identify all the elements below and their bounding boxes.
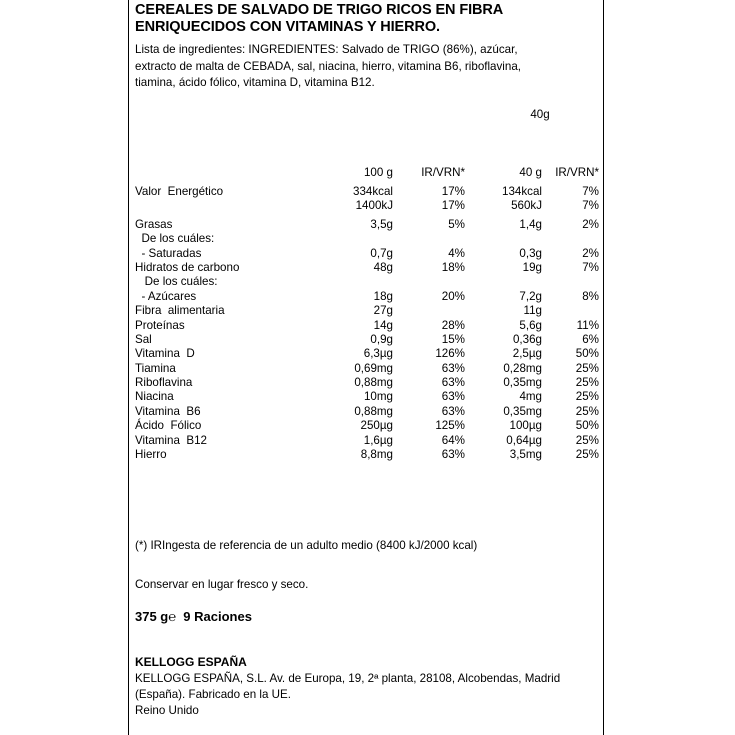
value-100g: 48g	[373, 260, 393, 274]
ir-100g: 18%	[441, 260, 465, 274]
nutrition-row	[135, 434, 599, 448]
ir-100g: 5%	[448, 217, 465, 231]
company-address	[135, 671, 597, 719]
ir-40g: 25%	[575, 361, 599, 375]
title-line-1: CEREALES DE SALVADO DE TRIGO RICOS EN FIBRA	[135, 2, 504, 18]
value-40g: 19g	[522, 260, 542, 274]
address-line-1: KELLOGG ESPAÑA, S.L. Av. de Europa, 19, 2ª planta, 28108, Alcobendas, Madrid	[135, 672, 561, 685]
ir-40g: 25%	[575, 390, 599, 404]
net-quantity	[135, 609, 252, 624]
nutrition-row	[135, 261, 599, 275]
ir-40g: 25%	[575, 404, 599, 418]
ir-100g: 20%	[441, 289, 465, 303]
ir-40g: 2%	[582, 217, 599, 231]
ingredients-line-2: extracto de malta de CEBADA, sal, niacina, hierro, vitamina B6, riboflavina,	[135, 59, 521, 73]
nutrient-label: Vitamina B6	[135, 404, 201, 418]
ir-100g: 63%	[441, 448, 465, 462]
value-40g: 3,5mg	[509, 448, 542, 462]
ir-40g: 6%	[582, 332, 599, 346]
value-100g: 0,69mg	[354, 361, 393, 375]
nutrient-label: Hierro	[135, 448, 167, 462]
net-weight: 375 g	[135, 609, 169, 624]
value-40g: 0,64µg	[506, 433, 542, 447]
value-100g: 1400kJ	[355, 199, 393, 213]
value-40g: 134kcal	[502, 185, 542, 198]
value-100g: 1,6µg	[363, 433, 393, 447]
header-ir-100g: IR/VRN*	[421, 166, 465, 179]
ir-100g: 15%	[441, 332, 465, 346]
value-40g: 11g	[523, 304, 542, 318]
nutrition-row	[135, 304, 599, 318]
address-line-3: Reino Unido	[135, 704, 199, 717]
value-100g: 3,5g	[370, 217, 393, 231]
value-100g: 250µg	[360, 419, 393, 433]
nutrient-label: Sal	[135, 332, 152, 346]
storage-instructions: Conservar en lugar fresco y seco.	[135, 578, 309, 591]
value-100g: 6,3µg	[363, 347, 393, 361]
value-40g: 100µg	[509, 419, 542, 433]
ir-100g: 63%	[441, 404, 465, 418]
nutrition-row	[135, 405, 599, 419]
ir-100g: 126%	[435, 347, 465, 361]
ir-40g: 2%	[582, 246, 599, 260]
ir-40g: 25%	[575, 433, 599, 447]
ir-40g: 25%	[575, 448, 599, 462]
nutrient-label: - Saturadas	[135, 246, 202, 260]
ir-40g: 50%	[575, 419, 599, 433]
value-100g: 10mg	[363, 390, 393, 404]
value-100g: 18g	[373, 289, 393, 303]
value-40g: 0,35mg	[503, 376, 542, 390]
nutrition-row	[135, 362, 599, 376]
ir-100g: 63%	[441, 390, 465, 404]
nutrient-label: De los cuáles:	[135, 232, 215, 246]
nutrition-row	[135, 247, 599, 261]
nutrition-row	[135, 185, 599, 199]
ir-100g: 4%	[448, 246, 465, 260]
address-line-2: (España). Fabricado en la UE.	[135, 688, 291, 701]
ir-40g: 7%	[582, 185, 599, 198]
nutrient-label: Hidratos de carbono	[135, 260, 240, 274]
nutrition-row	[135, 376, 599, 390]
value-100g: 14g	[373, 318, 393, 332]
ingredients-line-1: Lista de ingredientes: INGREDIENTES: Salvado de TRIGO (86%), azúcar,	[135, 43, 518, 56]
ir-100g: 64%	[441, 433, 465, 447]
ir-100g: 17%	[441, 185, 465, 198]
value-100g: 0,7g	[370, 246, 393, 260]
value-40g: 5,6g	[519, 318, 542, 332]
value-40g: 0,36g	[512, 332, 542, 346]
ingredients-line-3: tiamina, ácido fólico, vitamina D, vitamina B12.	[135, 76, 375, 89]
company-name: KELLOGG ESPAÑA	[135, 655, 247, 669]
ir-100g: 63%	[441, 376, 465, 390]
nutrition-row	[135, 290, 599, 304]
title-line-2: ENRIQUECIDOS CON VITAMINAS Y HIERRO.	[135, 19, 440, 35]
ir-100g: 28%	[441, 318, 465, 332]
ir-40g: 7%	[582, 260, 599, 274]
nutrient-label: Ácido Fólico	[135, 419, 202, 433]
servings: 9 Raciones	[183, 609, 252, 624]
value-40g: 560kJ	[511, 199, 542, 213]
portion-label: 40g	[530, 108, 550, 121]
value-40g: 4mg	[519, 390, 542, 404]
nutrient-label: - Azúcares	[135, 289, 197, 303]
header-40g: 40 g	[519, 166, 542, 179]
nutrition-row	[135, 319, 599, 333]
value-100g: 27g	[373, 304, 393, 318]
nutrition-table-header	[135, 166, 599, 181]
nutrient-label: Vitamina D	[135, 347, 195, 361]
nutrition-table-body	[135, 185, 599, 462]
estimated-sign-icon: ℮	[168, 609, 177, 624]
value-100g: 0,88mg	[354, 404, 393, 418]
ingredients-list	[135, 42, 595, 92]
nutrition-row	[135, 390, 599, 404]
value-40g: 0,35mg	[503, 404, 542, 418]
footnote: (*) IRIngesta de referencia de un adulto medio (8400 kJ/2000 kcal)	[135, 539, 478, 552]
nutrition-row	[135, 448, 599, 462]
nutrient-label: Riboflavina	[135, 376, 193, 390]
ir-40g: 8%	[582, 289, 599, 303]
value-40g: 0,28mg	[503, 361, 542, 375]
nutrient-label: Fibra alimentaria	[135, 304, 225, 318]
ir-100g: 125%	[435, 419, 465, 433]
header-ir-40g: IR/VRN*	[555, 166, 599, 179]
ir-40g: 7%	[582, 199, 599, 213]
nutrient-label: Proteínas	[135, 318, 185, 332]
value-100g: 0,9g	[370, 332, 393, 346]
ir-40g: 11%	[576, 318, 599, 332]
nutrient-label: Niacina	[135, 390, 174, 404]
nutrient-label: Valor Energético	[135, 185, 224, 198]
value-100g: 0,88mg	[354, 376, 393, 390]
ir-100g: 63%	[441, 361, 465, 375]
nutrition-row	[135, 333, 599, 347]
nutrition-row	[135, 419, 599, 433]
value-40g: 0,3g	[519, 246, 542, 260]
nutrition-row	[135, 275, 599, 289]
nutrition-row	[135, 232, 599, 246]
nutrition-row	[135, 218, 599, 232]
nutrient-label: Vitamina B12	[135, 433, 207, 447]
nutrition-table	[135, 166, 599, 462]
product-title	[135, 2, 595, 36]
ir-40g: 25%	[575, 376, 599, 390]
value-40g: 2,5µg	[512, 347, 542, 361]
nutrient-label: De los cuáles:	[135, 275, 218, 289]
nutrient-label: Grasas	[135, 217, 173, 231]
nutrition-row	[135, 199, 599, 213]
ir-40g: 50%	[575, 347, 599, 361]
value-100g: 8,8mg	[360, 448, 393, 462]
nutrition-row	[135, 347, 599, 361]
value-40g: 7,2g	[519, 289, 542, 303]
value-100g: 334kcal	[353, 185, 393, 198]
value-40g: 1,4g	[519, 217, 542, 231]
header-100g: 100 g	[363, 166, 393, 179]
ir-100g: 17%	[441, 199, 465, 213]
nutrient-label: Tiamina	[135, 361, 176, 375]
